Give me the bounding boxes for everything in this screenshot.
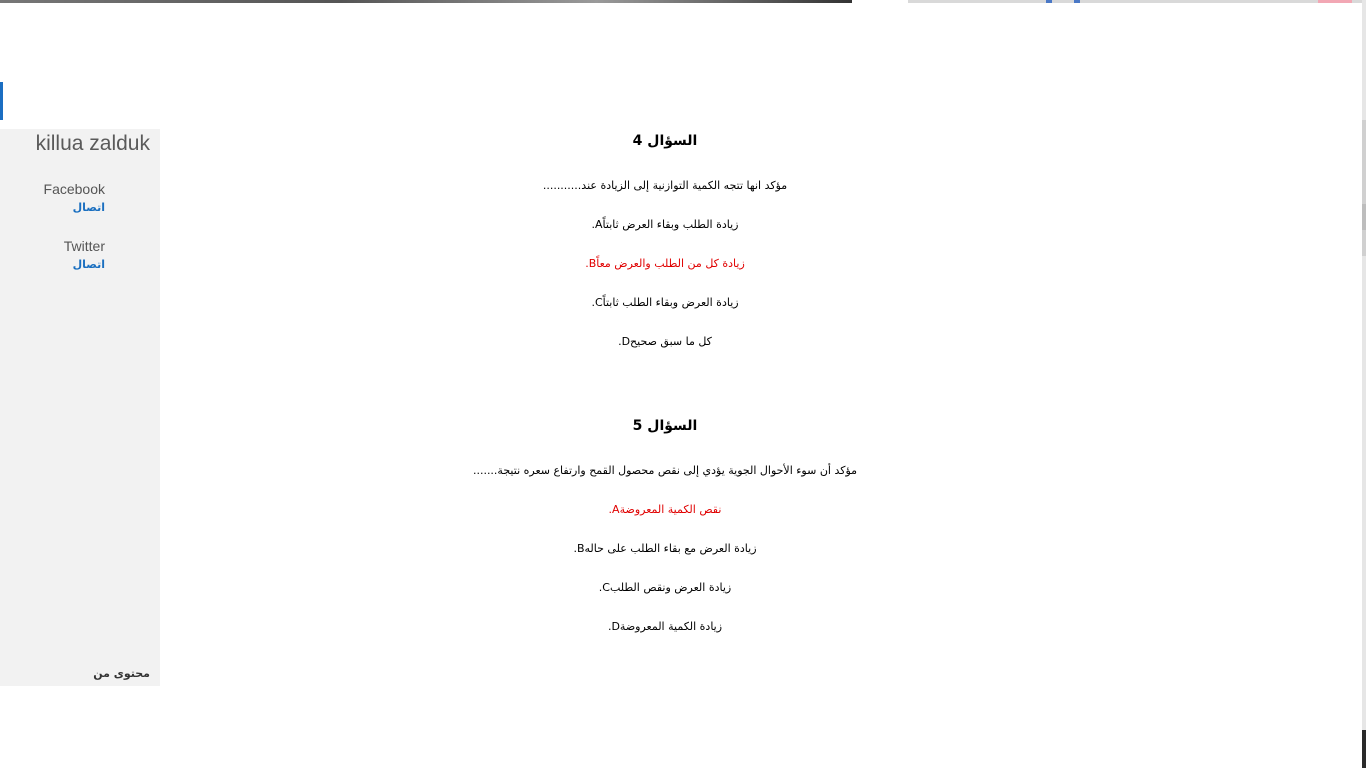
- answer-option-a-correct: نقص الكمية المعروضةA.: [608, 503, 722, 516]
- question-title: السؤال 4: [632, 133, 698, 149]
- taskbar-edge: [1362, 730, 1366, 768]
- scrollbar[interactable]: [1362, 0, 1366, 768]
- profile-name: killua zalduk: [35, 132, 150, 155]
- connect-twitter-link[interactable]: اتصال: [72, 258, 105, 271]
- top-window-strip: [0, 0, 852, 3]
- network-twitter: [0, 238, 105, 271]
- top-window-strip-right: [908, 0, 1366, 3]
- scrollbar-track: [1362, 120, 1366, 256]
- question-prompt: مؤكد أن سوء الأحوال الجوية يؤدي إلى نقص محصول القمح وارتفاع سعره نتيجة.......: [472, 464, 858, 477]
- left-accent-bar: [0, 82, 3, 120]
- network-name: Twitter: [63, 238, 105, 254]
- answer-option-b: زيادة العرض مع بقاء الطلب على حالهB.: [573, 542, 757, 555]
- strip-mark: [1046, 0, 1052, 3]
- connect-facebook-link[interactable]: اتصال: [72, 201, 105, 214]
- answer-option-c: زيادة العرض ونقص الطلبC.: [598, 581, 732, 594]
- question-prompt: مؤكد انها تتجه الكمية التوازنية إلى الزيادة عند...........: [542, 179, 788, 192]
- answer-option-d: زيادة الكمية المعروضةD.: [607, 620, 723, 633]
- answer-option-c: زيادة العرض وبقاء الطلب ثابتاًC.: [591, 296, 739, 309]
- answer-option-d: كل ما سبق صحيحD.: [618, 335, 712, 348]
- answer-option-b-correct: زيادة كل من الطلب والعرض معاًB.: [585, 257, 745, 270]
- strip-mark: [1074, 0, 1080, 3]
- scrollbar-thumb[interactable]: [1362, 204, 1366, 230]
- network-name: Facebook: [43, 181, 105, 197]
- profile-sidebar: [0, 129, 160, 686]
- question-title: السؤال 5: [632, 418, 698, 434]
- answer-option-a: زيادة الطلب وبقاء العرض ثابتاًA.: [591, 218, 739, 231]
- content-from-label: محتوى من: [93, 667, 150, 680]
- network-facebook: [0, 181, 105, 214]
- strip-pink: [1318, 0, 1352, 3]
